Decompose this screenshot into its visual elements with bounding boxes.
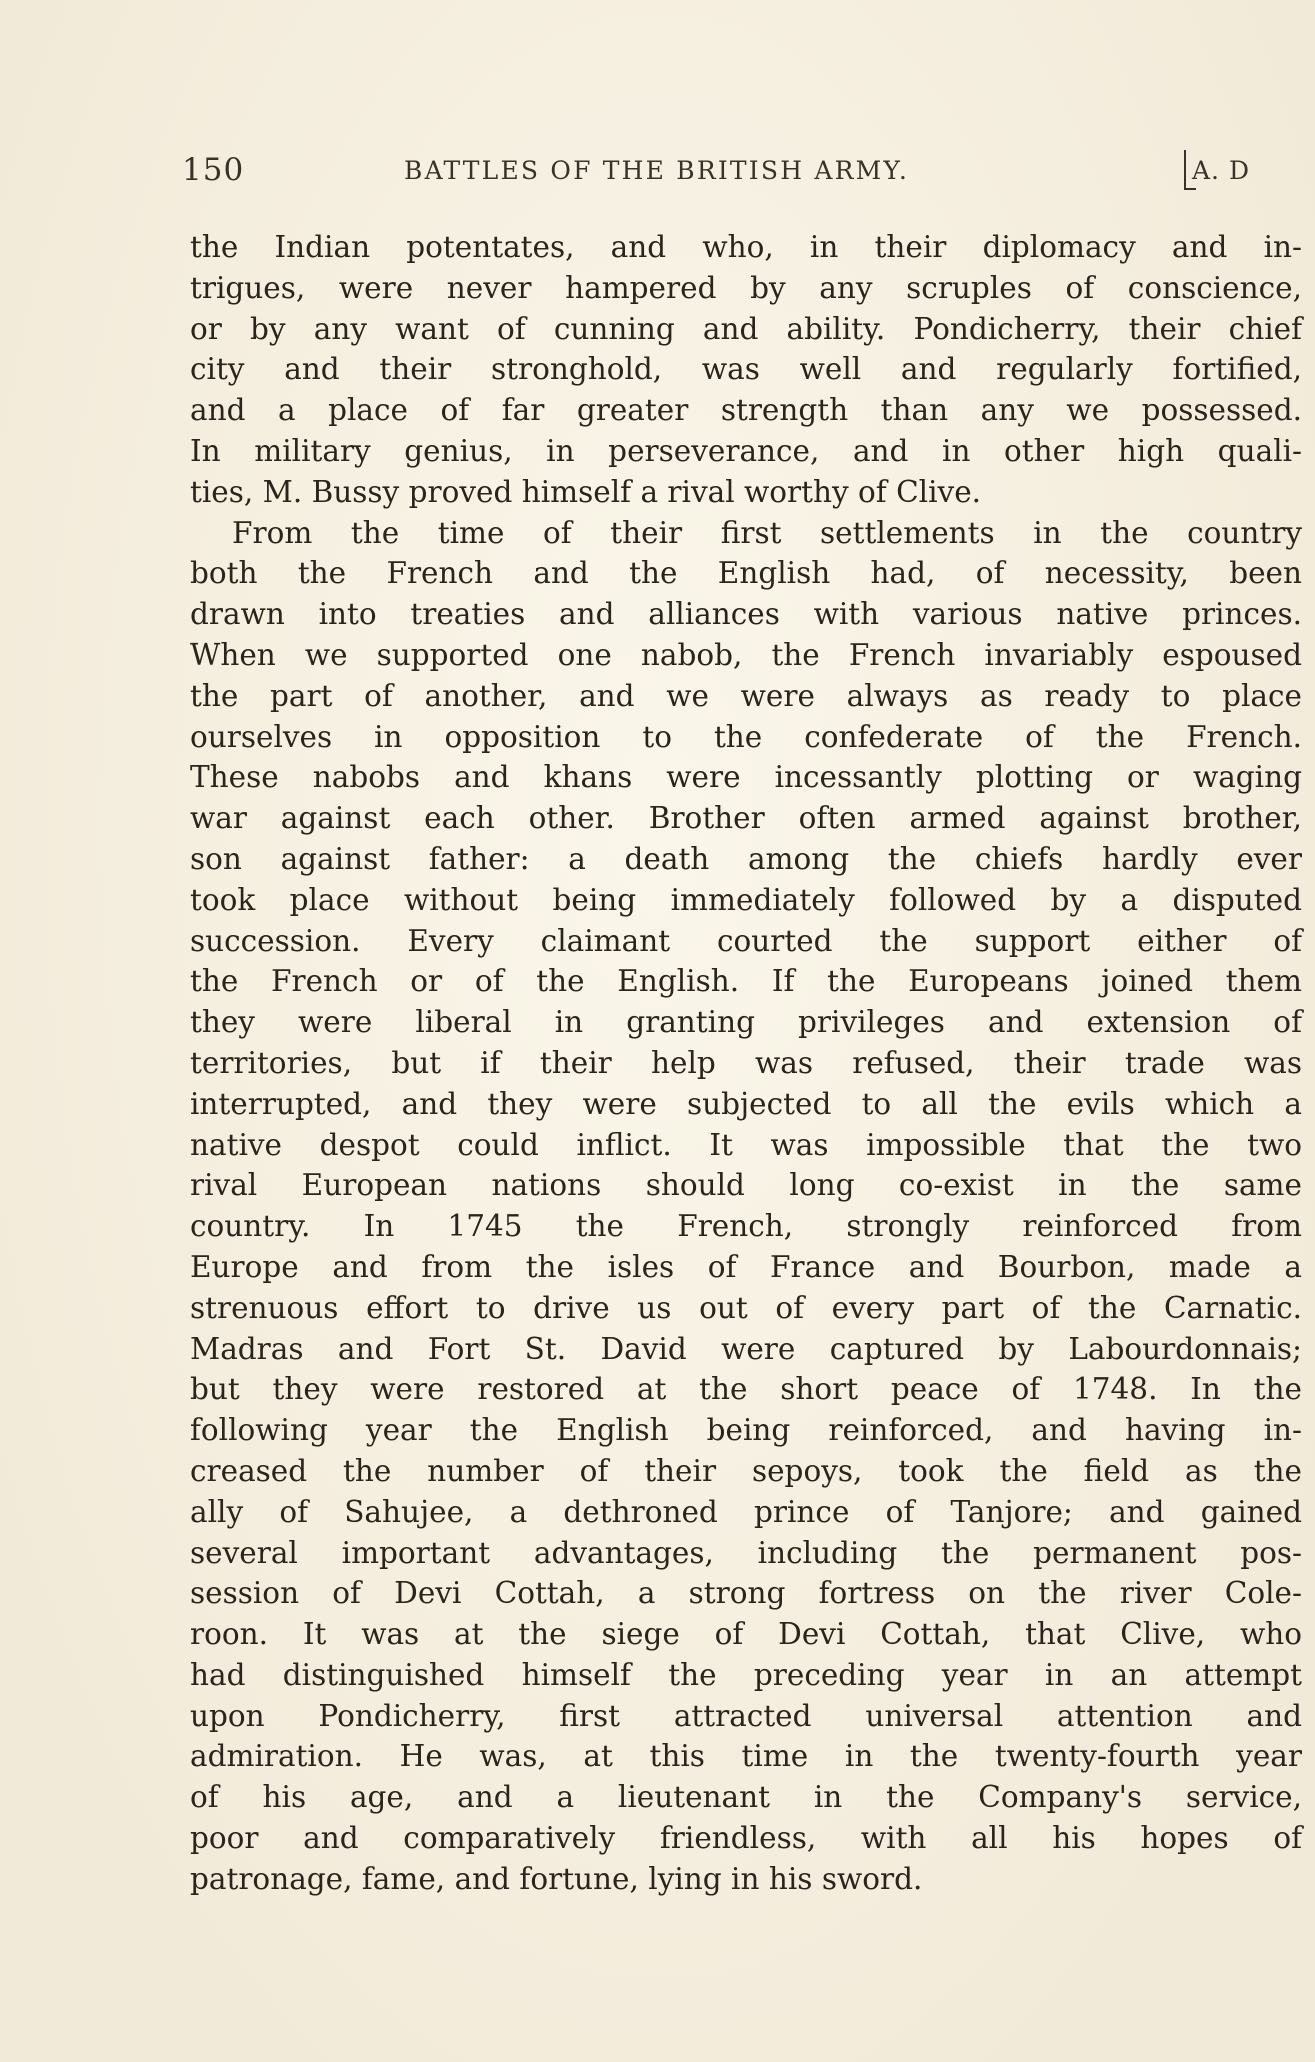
text-line: drawn into treaties and alliances with various native princes. <box>190 597 1302 632</box>
text-line: Europe and from the isles of France and Bourbon, made a <box>190 1249 1302 1284</box>
text-line: From the time of their first settlements in the country <box>232 515 1302 550</box>
text-line: ourselves in opposition to the confederate of the French. <box>190 719 1302 754</box>
running-head <box>182 150 1306 194</box>
text-line: or by any want of cunning and ability. Pondicherry, their chief <box>190 311 1302 346</box>
text-line: poor and comparatively friendless, with all his hopes of <box>190 1821 1302 1856</box>
text-line: creased the number of their sepoys, took the field as the <box>190 1453 1302 1488</box>
text-line: When we supported one nabob, the French invariably espoused <box>190 637 1302 672</box>
text-line: rival European nations should long co-exist in the same <box>190 1168 1302 1203</box>
text-line: ally of Sahujee, a dethroned prince of Tanjore; and gained <box>190 1494 1302 1529</box>
text-line: took place without being immediately followed by a disputed <box>190 882 1302 917</box>
text-line: roon. It was at the siege of Devi Cottah, that Clive, who <box>190 1617 1302 1652</box>
text-line: of his age, and a lieutenant in the Company's service, <box>190 1780 1302 1815</box>
text-line: succession. Every claimant courted the support either of <box>190 923 1302 958</box>
text-line: native despot could inflict. It was impossible that the two <box>190 1127 1302 1162</box>
text-line: strenuous effort to drive us out of every part of the Carnatic. <box>190 1290 1302 1325</box>
text-line: had distinguished himself the preceding year in an attempt <box>190 1657 1302 1692</box>
running-title: BATTLES OF THE BRITISH ARMY. <box>404 156 910 185</box>
text-line: the French or of the English. If the Europeans joined them <box>190 964 1302 999</box>
text-line: city and their stronghold, was well and regularly fortified, <box>190 352 1302 387</box>
text-line: they were liberal in granting privileges and extension of <box>190 1005 1302 1040</box>
text-line: In military genius, in perseverance, and in other high quali- <box>190 433 1302 468</box>
text-line: interrupted, and they were subjected to all the evils which a <box>190 1086 1302 1121</box>
text-line: admiration. He was, at this time in the twenty-fourth year <box>190 1739 1302 1774</box>
text-line: session of Devi Cottah, a strong fortress on the river Cole- <box>190 1576 1302 1611</box>
text-line: These nabobs and khans were incessantly plotting or waging <box>190 760 1302 795</box>
text-line: upon Pondicherry, first attracted universal attention and <box>190 1698 1302 1733</box>
text-line: and a place of far greater strength than any we possessed. <box>190 393 1302 428</box>
body-text <box>190 227 1302 1900</box>
text-line: trigues, were never hampered by any scruples of conscience, <box>190 270 1302 305</box>
text-line: the Indian potentates, and who, in their diplomacy and in- <box>190 230 1302 264</box>
text-line: following year the English being reinforced, and having in- <box>190 1413 1302 1448</box>
text-line: but they were restored at the short peace of 1748. In the <box>190 1372 1302 1407</box>
text-line: ties, M. Bussy proved himself a rival worthy of Clive. <box>190 474 982 509</box>
text-line: patronage, fame, and fortune, lying in his sword. <box>190 1861 923 1896</box>
page-number: 150 <box>182 152 245 188</box>
text-line: several important advantages, including the permanent pos- <box>190 1535 1302 1570</box>
text-line: both the French and the English had, of necessity, been <box>190 556 1302 591</box>
date-marker: A. D <box>1192 156 1250 185</box>
text-line: the part of another, and we were always as ready to place <box>190 678 1302 713</box>
text-line: country. In 1745 the French, strongly reinforced from <box>190 1209 1302 1244</box>
text-line: war against each other. Brother often armed against brother, <box>190 801 1302 836</box>
text-line: territories, but if their help was refused, their trade was <box>190 1045 1302 1080</box>
text-line: Madras and Fort St. David were captured by Labourdonnais; <box>190 1331 1302 1366</box>
text-line: son against father: a death among the chiefs hardly ever <box>190 841 1302 876</box>
